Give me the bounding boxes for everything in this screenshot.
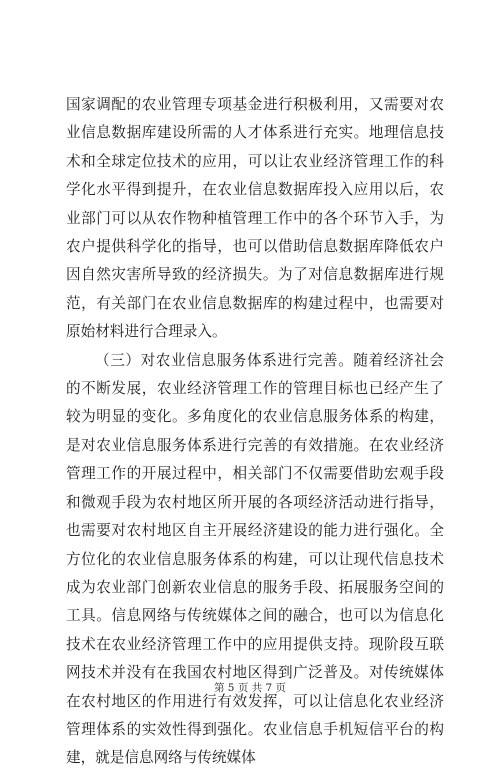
paragraph-1: 国家调配的农业管理专项基金进行积极利用，又需要对农业信息数据库建设所需的人才体系进行充实。地理信息技术和全球定位技术的应用，可以让农业经济管理工作的科学化水平得到提升，在农业信息数据库投入应用以后，农业部门可以从农作物种植管理工作中的各个环节入手，为农户提供科学化的指导，也可以借助信息数据库降低农户因自然灾害所导致的经济损失。为了对信息数据库进行规范，有关部门在农业信息数据库的构建过程中，也需要对原始材料进行合理录入。: [66, 96, 444, 341]
paragraph-2: （三）对农业信息服务体系进行完善。随着经济社会的不断发展，农业经济管理工作的管理目标也已经产生了较为明显的变化。多角度化的农业信息服务体系的构建，是对农业信息服务体系进行完善的有效措施。在农业经济管理工作的开展过程中，相关部门不仅需要借助宏观手段和微观手段为农村地区所开展的各项经济活动进行指导，也需要对农村地区自主开展经济建设的能力进行强化。全方位化的农业信息服务体系的构建，可以让现代信息技术成为农业部门创新农业信息的服务手段、拓展服务空间的工具。信息网络与传统媒体之间的融合，也可以为信息化技术在农业经济管理工作中的应用提供支持。现阶段互联网技术并没有在我国农村地区得到广泛普及。对传统媒体在农村地区的作用进行有效发挥，可以让信息化农业经济管理体系的实效性得到强化。农业信息手机短信平台的构建，就是信息网络与传统媒体: [66, 351, 444, 767]
document-body: [66, 91, 444, 773]
page-number-footer: 第 5 页 共 7 页: [213, 682, 287, 694]
